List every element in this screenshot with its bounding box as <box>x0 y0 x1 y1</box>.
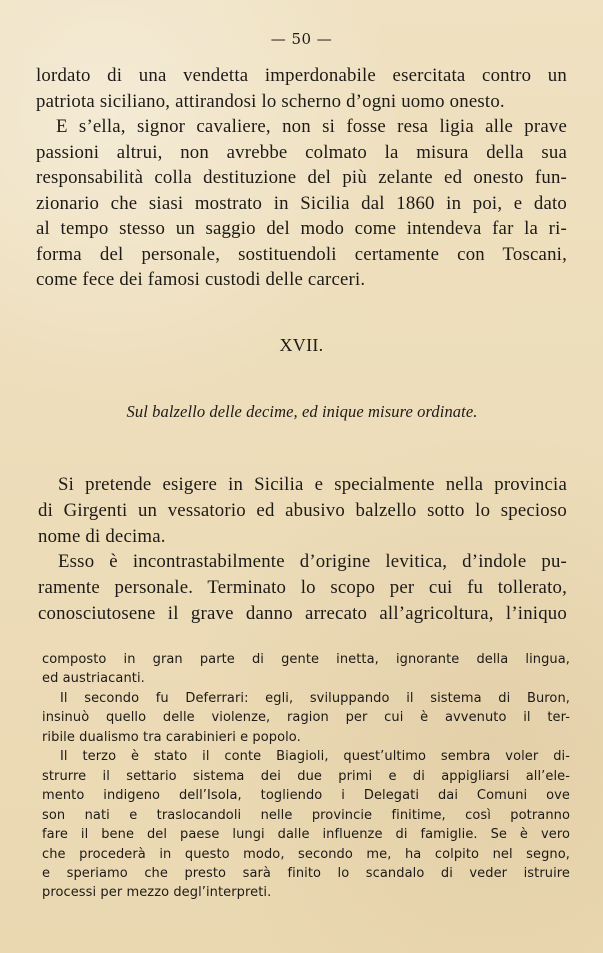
text-line: lordato di una vendetta imperdonabile esercitata contro un <box>36 65 567 86</box>
text-line: son nati e traslocandoli nelle provincie finitime, così potranno <box>42 807 570 823</box>
middle-paragraph <box>38 472 567 627</box>
text-line: patriota siciliano, attirandosi lo scherno d’ogni uomo onesto. <box>36 90 505 112</box>
text-line: forma del personale, sostituendoli certamente con Toscani, <box>36 243 567 265</box>
text-line: E s’ella, signor cavaliere, non si fosse resa ligia alle prave <box>56 116 567 137</box>
text-line: Il secondo fu Deferrari: egli, sviluppando il sistema di Buron, <box>60 690 570 706</box>
text-line: al tempo stesso un saggio del modo come intendeva far la ri- <box>36 218 567 239</box>
text-line: come fece dei famosi custodi delle carceri. <box>36 269 366 290</box>
text-line: processi per mezzo degl’interpreti. <box>42 885 272 901</box>
text-line: responsabilità colla destituzione del più zelante ed onesto fun- <box>36 167 567 188</box>
text-line: zionario che siasi mostrato in Sicilia dal 1860 in poi, e dato <box>36 192 567 214</box>
text-line: ramente personale. Terminato lo scopo per cui fu tollerato, <box>38 577 567 599</box>
text-line: conosciutosene il grave danno arrecato all’agricoltura, l’iniquo <box>38 602 567 624</box>
upper-paragraph <box>36 63 567 293</box>
text-line: Esso è incontrastabilmente d’origine levitica, d’indole pu- <box>58 551 567 573</box>
text-line: ribile dualismo tra carabinieri e popolo. <box>42 729 301 745</box>
section-subtitle: Sul balzello delle decime, ed inique misure ordinate. <box>126 402 478 421</box>
text-line: fare il bene del paese lungi dalle influenze di famiglie. Se è vero <box>42 827 570 843</box>
text-line: che procederà in questo modo, secondo me, ha colpito nel segno, <box>42 846 570 862</box>
lower-paragraph <box>42 650 570 903</box>
text-line: insinuò quello delle violenze, ragion per cui è avvenuto il ter- <box>42 710 570 726</box>
text-line: passioni altrui, non avrebbe colmato la misura della sua <box>36 141 567 163</box>
text-line: e speriamo che presto sarà finito lo scandalo di veder istruire <box>42 865 570 881</box>
page-number: — 50 — <box>270 30 333 48</box>
text-line: strurre il settario sistema dei due primi e di appigliarsi all’ele- <box>42 768 570 784</box>
section-number: XVII. <box>279 335 324 355</box>
text-line: nome di decima. <box>38 525 166 547</box>
text-line: ed austriacanti. <box>42 671 145 687</box>
text-line: Si pretende esigere in Sicilia e specialmente nella provincia <box>58 474 567 495</box>
text-line: Il terzo è stato il conte Biagioli, quest’ultimo sembra voler di- <box>60 749 570 765</box>
text-line: composto in gran parte di gente inetta, ignorante della lingua, <box>42 652 570 667</box>
text-line: mento indigeno dell’Isola, togliendo i Delegati dai Comuni ove <box>42 788 570 804</box>
text-line: di Girgenti un vessatorio ed abusivo balzello sotto lo specioso <box>38 499 567 521</box>
